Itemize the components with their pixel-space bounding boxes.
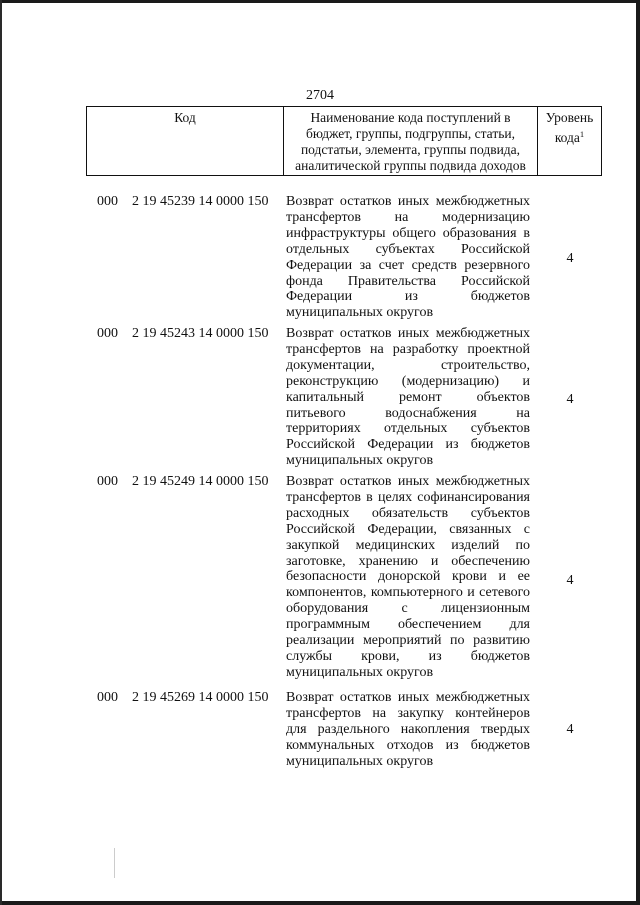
admin-code: 000	[97, 326, 118, 341]
page-number: 2704	[306, 88, 334, 103]
revenue-name: Возврат остатков иных межбюджетных трансфертов в целях софинансирования расходных обязательств субъектов Российской Федерации, связанных с закупкой медицинских изделий по заготовке, хранению и обеспечению безопасности донорской крови и ее компонентов, компьютерного и сетевого оборудования с лицензионным программным обеспечением для реализации мероприятий по развитию службы крови, из бюджетов муниципальных округов	[286, 474, 530, 680]
revenue-code: 2 19 45243 14 0000 150	[132, 326, 269, 341]
revenue-name: Возврат остатков иных межбюджетных трансфертов на закупку контейнеров для раздельного накопления твердых коммунальных отходов из бюджетов муниципальных округов	[286, 690, 530, 769]
scan-artifact	[114, 848, 115, 878]
code-level: 4	[566, 392, 574, 407]
revenue-code: 2 19 45269 14 0000 150	[132, 690, 269, 705]
revenue-code: 2 19 45249 14 0000 150	[132, 474, 269, 489]
table-row	[0, 326, 640, 472]
code-level: 4	[566, 251, 574, 266]
table-row	[0, 474, 640, 688]
table-row	[0, 690, 640, 772]
revenue-name: Возврат остатков иных межбюджетных трансфертов на модернизацию инфраструктуры общего образования в отдельных субъектах Российской Федерации за счет средств резервного фонда Правительства Российской Федерации из бюджетов муниципальных округов	[286, 194, 530, 321]
admin-code: 000	[97, 690, 118, 705]
header-code-cell	[87, 107, 284, 175]
scan-border-top	[0, 0, 640, 3]
table-row	[0, 194, 640, 324]
revenue-name: Возврат остатков иных межбюджетных трансфертов на разработку проектной документации, строительство, реконструкцию (модернизацию) и капитальный ремонт объектов питьевого водоснабжения на территориях отдельных субъектов Российской Федерации из бюджетов муниципальных округов	[286, 326, 530, 469]
header-name-cell	[284, 107, 538, 175]
code-level: 4	[566, 573, 574, 588]
revenue-code: 2 19 45239 14 0000 150	[132, 194, 269, 209]
header-level-cell	[538, 107, 601, 175]
admin-code: 000	[97, 474, 118, 489]
footnote-marker: 1	[579, 129, 585, 139]
code-level: 4	[566, 722, 574, 737]
admin-code: 000	[97, 194, 118, 209]
scan-border-bottom	[0, 901, 640, 905]
header-name-label: Наименование кода поступлений в бюджет, группы, подгруппы, статьи, подстатьи, элемента, группы подвида, аналитической группы подвида доходов	[295, 110, 526, 173]
table-header	[86, 106, 602, 176]
header-level-label: Уровень кода	[545, 110, 594, 145]
header-code-label: Код	[174, 110, 196, 125]
